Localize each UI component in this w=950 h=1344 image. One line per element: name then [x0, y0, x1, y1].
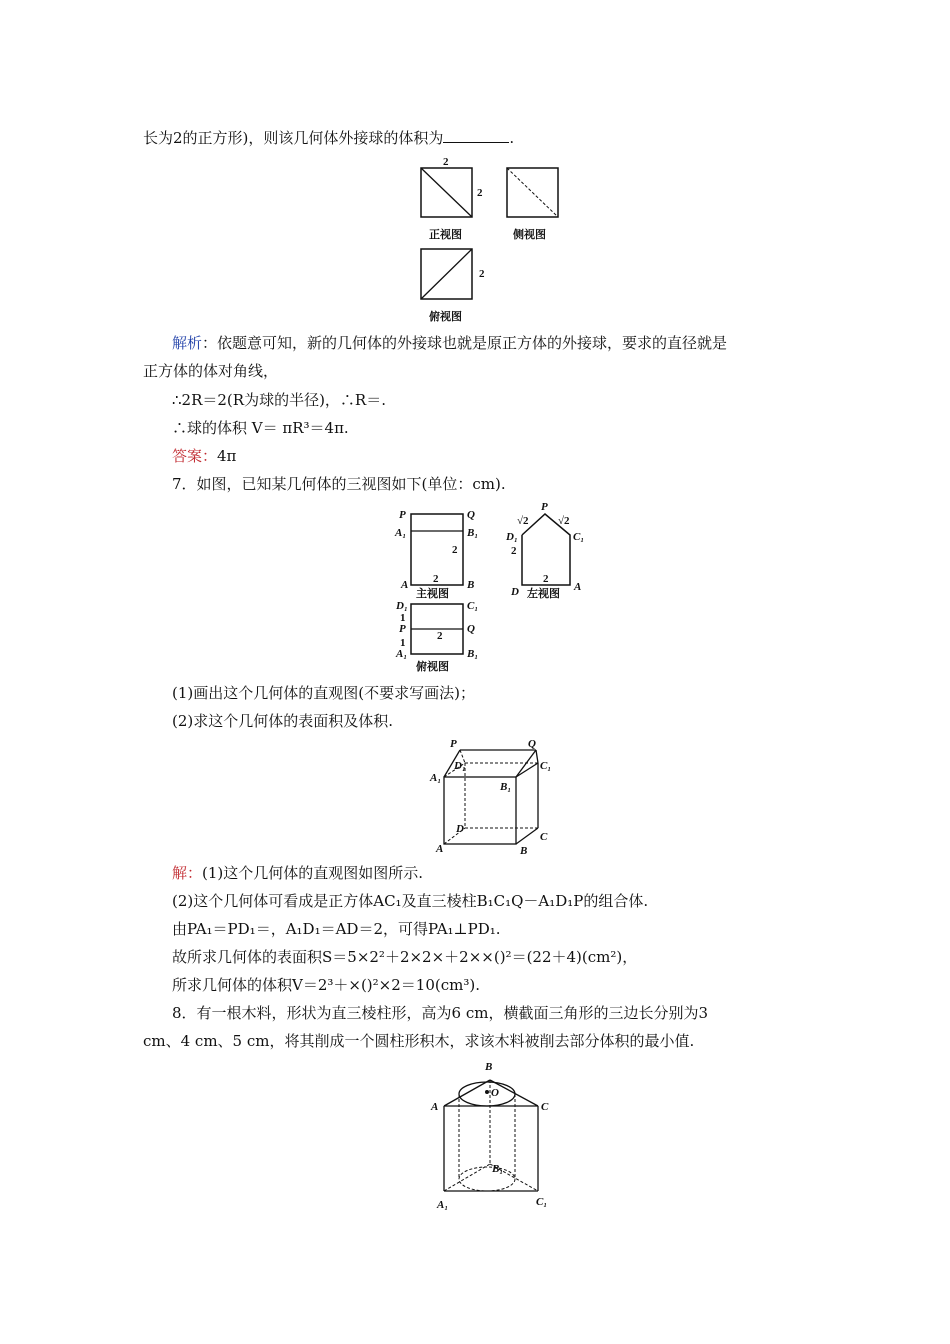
- figure-label: A: [401, 579, 409, 591]
- figure-label: 1: [400, 612, 406, 624]
- problem-continuation: 长为2的正方形)，则该几何体外接球的体积为 .: [143, 129, 515, 147]
- question-7: 7．如图，已知某几何体的三视图如下(单位：cm).: [172, 475, 506, 493]
- question-7-part-1: (1)画出这个几何体的直观图(不要求写画法)；: [172, 684, 475, 702]
- figure-label: O: [491, 1087, 499, 1099]
- equation-volume: ∴球的体积 V＝ πR³＝4π.: [172, 419, 349, 437]
- front-view: [421, 156, 483, 241]
- side-view: [507, 168, 558, 241]
- solution-7-line-5: 所求几何体的体积V＝2³＋×()²×2＝10(cm³).: [172, 976, 480, 994]
- solution-7-line-4: 故所求几何体的表面积S＝5×2²＋2×2×＋2××()²＝(22＋4)(cm²)，: [172, 948, 638, 966]
- top-view-2-caption: 俯视图: [416, 660, 449, 673]
- top-view-2: [395, 600, 478, 673]
- figure-label: B₁: [467, 527, 479, 539]
- answer-line: 答案：4π: [172, 447, 237, 465]
- side-view-caption: 侧视图: [513, 228, 546, 241]
- question-8-line-2: cm、4 cm、5 cm，将其削成一个圆柱形积木，求该木料被削去部分体积的最小值.: [143, 1032, 695, 1050]
- left-view: [505, 501, 584, 600]
- figure-label: P: [399, 509, 406, 521]
- three-view-figure-1: [410, 152, 570, 327]
- center-point: [485, 1090, 489, 1094]
- figure-label: B₁: [500, 781, 512, 793]
- figure-label: 2: [543, 573, 549, 585]
- figure-label: B₁: [467, 648, 479, 660]
- figure-label: B₁: [492, 1163, 504, 1175]
- figure-label: C₁: [536, 1196, 548, 1208]
- prism-cylinder-figure: [428, 1058, 558, 1218]
- figure-label: D₁: [506, 531, 518, 543]
- figure-label: 2: [433, 573, 439, 585]
- front-view-caption: 正视图: [429, 228, 462, 241]
- equation-radius: ∴2R＝2(R为球的半径)，∴R＝.: [172, 391, 386, 409]
- main-view-caption: 主视图: [416, 587, 449, 600]
- dim-top-view: 2: [479, 268, 485, 280]
- top-view-caption: 俯视图: [429, 310, 462, 323]
- figure-label: A₁: [396, 648, 408, 660]
- solution-7-line-3: 由PA₁＝PD₁＝，A₁D₁＝AD＝2，可得PA₁⊥PD₁.: [172, 920, 501, 938]
- figure-label: A₁: [430, 772, 442, 784]
- solid-direct-view-figure: [428, 736, 558, 858]
- figure-label: B: [520, 845, 528, 857]
- solution-7-line-1: 解：(1)这个几何体的直观图如图所示.: [172, 864, 424, 882]
- figure-label: √2: [558, 515, 570, 527]
- figure-label: Q: [528, 738, 536, 750]
- question-8-line-1: 8．有一根木料，形状为直三棱柱形，高为6 cm，横截面三角形的三边长分别为3: [172, 1004, 709, 1022]
- figure-label: D₁: [454, 760, 466, 772]
- figure-label: C₁: [467, 600, 479, 612]
- main-view: [394, 509, 478, 600]
- question-7-part-2: (2)求这个几何体的表面积及体积.: [172, 712, 394, 730]
- figure-label: C: [540, 831, 548, 843]
- figure-label: 2: [511, 545, 517, 557]
- figure-label: A: [431, 1101, 439, 1113]
- figure-label: D: [456, 823, 464, 835]
- figure-label: A: [436, 843, 444, 855]
- figure-label: Q: [467, 623, 475, 635]
- figure-label: A₁: [437, 1199, 449, 1211]
- figure-label: 1: [400, 637, 406, 649]
- solution-7-line-2: (2)这个几何体可看成是正方体AC₁及直三棱柱B₁C₁Q－A₁D₁P的组合体.: [172, 892, 649, 910]
- top-view: [421, 249, 485, 323]
- figure-label: B: [485, 1061, 493, 1073]
- figure-label: √2: [517, 515, 529, 527]
- figure-label: D: [511, 586, 519, 598]
- figure-label: C₁: [573, 531, 585, 543]
- figure-label: C₁: [540, 760, 552, 772]
- figure-label: B: [467, 579, 475, 591]
- figure-label: 2: [452, 544, 458, 556]
- three-view-figure-2: [390, 498, 600, 676]
- figure-label: Q: [467, 509, 475, 521]
- dim-right: 2: [477, 187, 483, 199]
- figure-label: P: [399, 623, 406, 635]
- figure-label: C: [541, 1101, 549, 1113]
- solution-analysis-cont: 正方体的体对角线，: [143, 362, 279, 380]
- figure-label: P: [450, 738, 457, 750]
- figure-label: P: [541, 501, 548, 513]
- answer-blank: [443, 128, 509, 143]
- figure-label: D₁: [396, 600, 408, 612]
- figure-label: 2: [437, 630, 443, 642]
- figure-label: A: [574, 581, 582, 593]
- left-view-caption: 左视图: [527, 587, 560, 600]
- dim-top: 2: [443, 156, 449, 168]
- solution-analysis: 解析：依题意可知，新的几何体的外接球也就是原正方体的外接球，要求的直径就是: [172, 334, 728, 352]
- figure-label: A₁: [395, 527, 407, 539]
